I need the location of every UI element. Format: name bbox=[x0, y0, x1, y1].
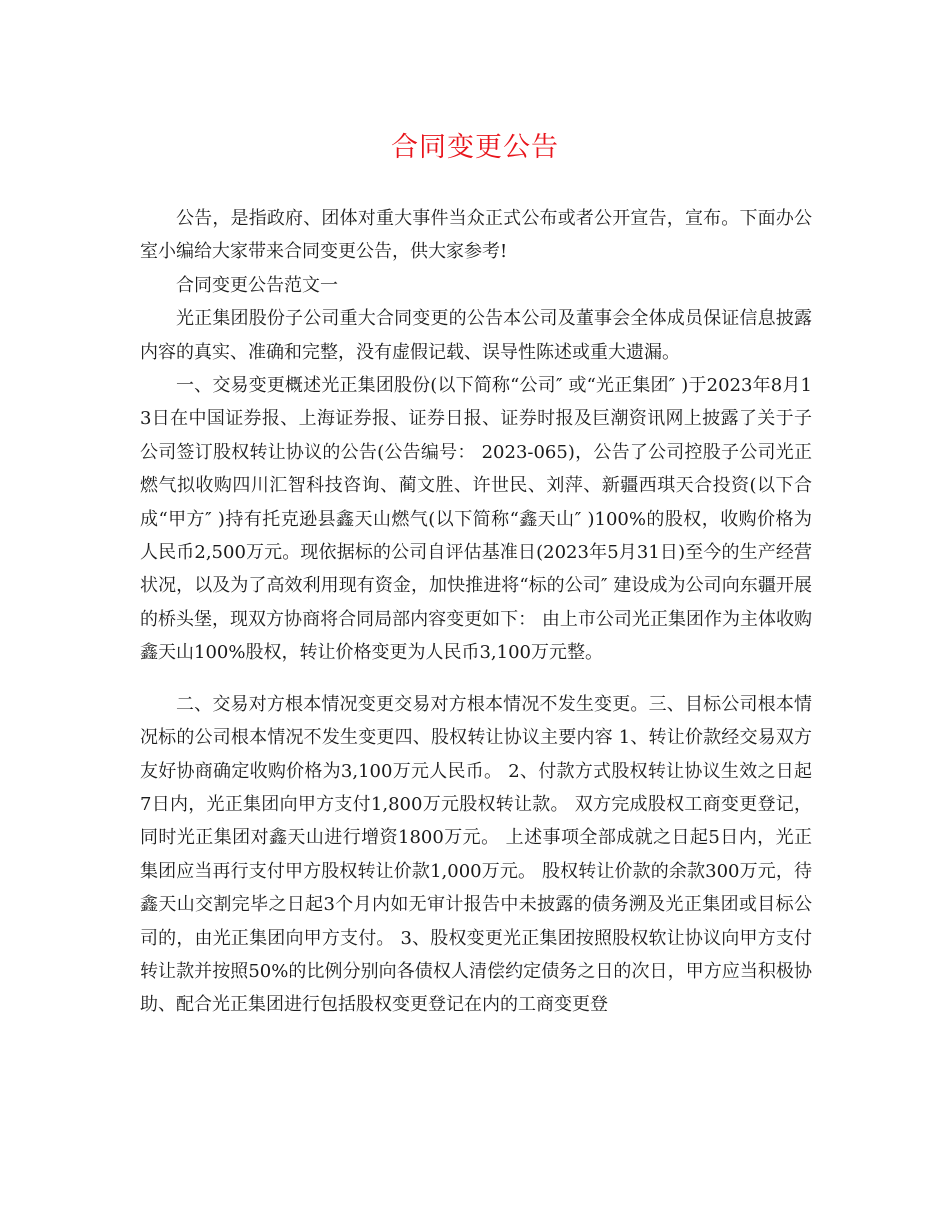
agreement-content-paragraph: 二、交易对方根本情况变更交易对方根本情况不发生变更。三、目标公司根本情况标的公司根本情况不发生变更四、股权转让协议主要内容 1、转让价款经交易双方友好协商确定收购价格为3,100万元人民币。 2、付款方式股权转让协议生效之日起7日内，光正集团向甲方支付1,800万元股权转让款。 双方完成股权工商变更登记，同时光正集团对鑫天山进行增资1800万元。 上述事项全部成就之日起5日内，光正集团应当再行支付甲方股权转让价款1,000万元。 股权转让价款的余款300万元，待鑫天山交割完毕之日起3个月内如无审计报告中未披露的债务溯及光正集团或目标公司的，由光正集团向甲方支付。 3、股权变更光正集团按照股权软让协议向甲方支付转让款并按照50%的比例分别向各债权人清偿约定债务之日的次日，甲方应当积极协助、配合光正集团进行包括股权变更登记在内的工商变更登 bbox=[140, 693, 812, 1016]
document-body bbox=[140, 202, 812, 1022]
statement-paragraph: 光正集团股份子公司重大合同变更的公告本公司及董事会全体成员保证信息披露内容的真实、准确和完整，没有虚假记载、误导性陈述或重大遗漏。 bbox=[140, 308, 812, 363]
intro-paragraph: 公告，是指政府、团体对重大事件当众正式公布或者公开宣告，宣布。下面办公室小编给大家带来合同变更公告，供大家参考! bbox=[140, 208, 812, 263]
transaction-change-paragraph: 一、交易变更概述光正集团股份(以下简称“公司″ 或“光正集团″ )于2023年8月13日在中国证券报、上海证券报、证券日报、证券时报及巨潮资讯网上披露了关于子公司签订股权转让协议的公告(公告编号： 2023-065)，公告了公司控股子公司光正燃气拟收购四川汇智科技咨询、蔺文胜、许世民、刘萍、新疆西琪天合投资(以下合成“甲方″ )持有托克逊县鑫天山燃气(以下简称“鑫天山″ )100%的股权，收购价格为人民币2,500万元。现依据标的公司自评估基准日(2023年5月31日)至今的生产经营状况，以及为了高效利用现有资金，加快推进将“标的公司″ 建设成为公司向东疆开展的桥头堡，现双方协商将合同局部内容变更如下： 由上市公司光正集团作为主体收购鑫天山100%股权，转让价格变更为人民币3,100万元整。 bbox=[140, 375, 812, 664]
section-heading: 合同变更公告范文一 bbox=[176, 274, 338, 296]
document-title: 合同变更公告 bbox=[391, 132, 559, 163]
